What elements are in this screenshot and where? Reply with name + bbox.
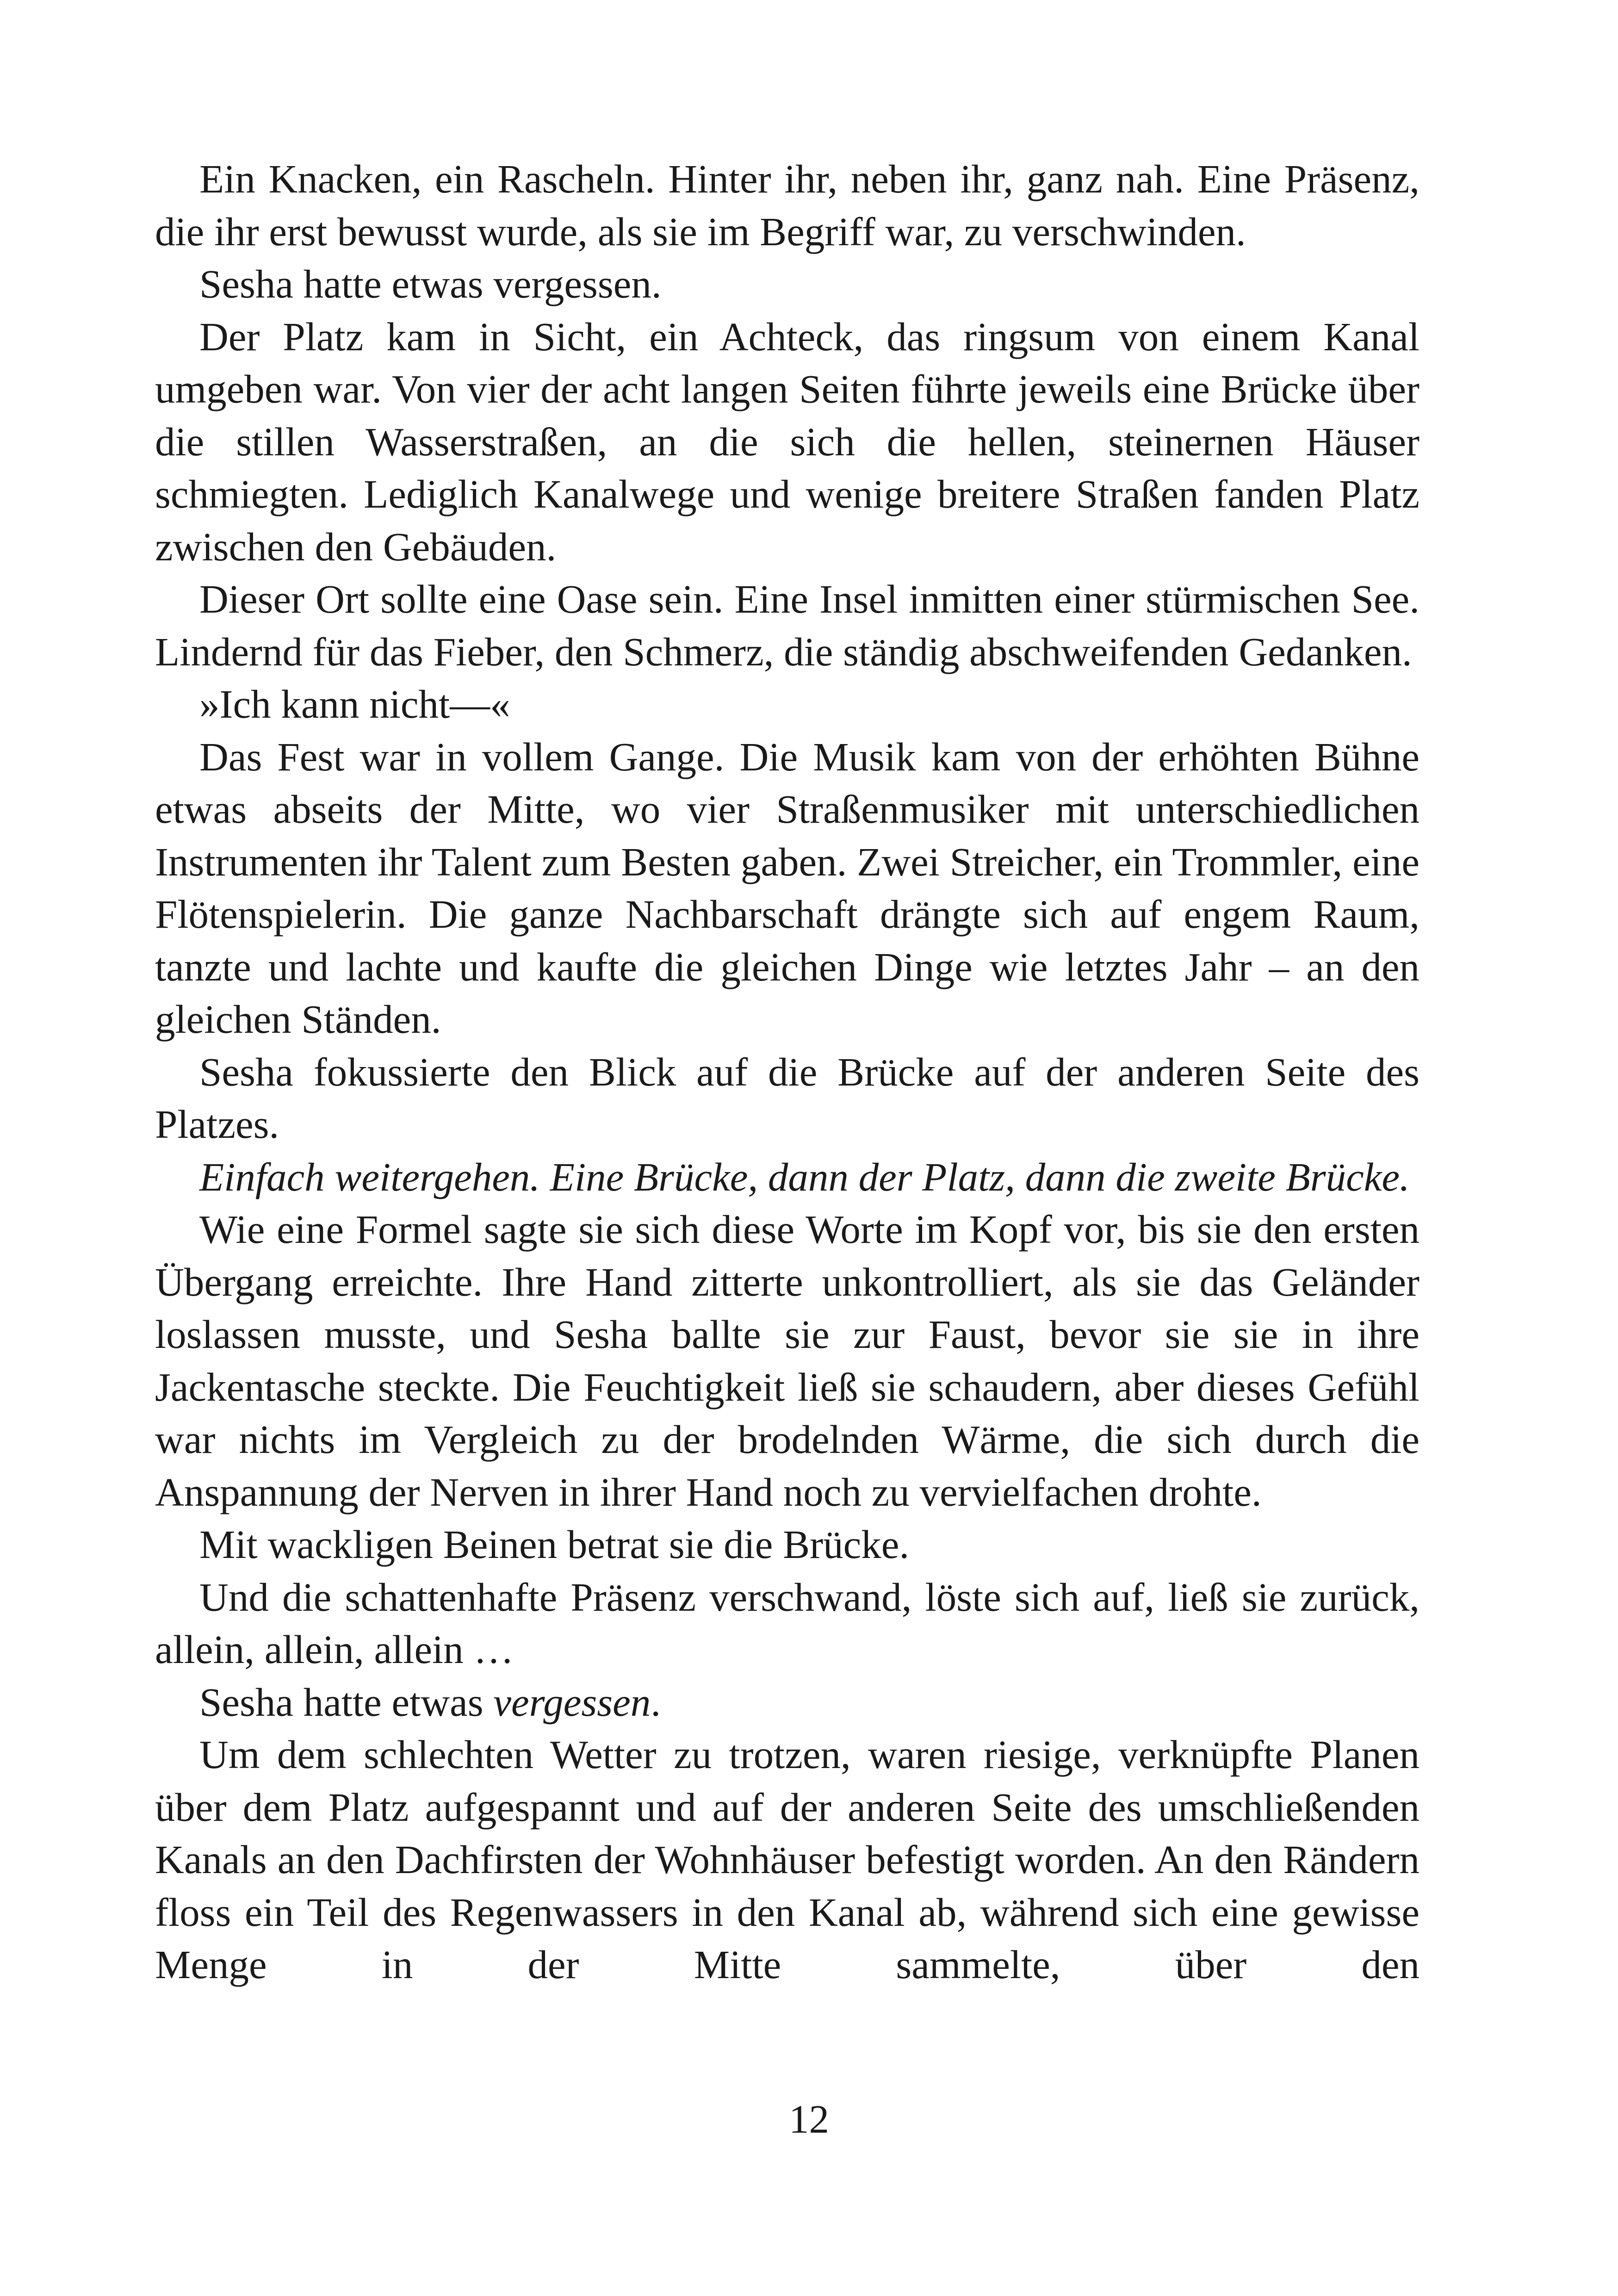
text-run: Ein Knacken, ein Rascheln. Hinter ihr, neben ihr, ganz nah. Eine Präsenz, die ihr erst bewusst wurde, als sie im Begriff war, zu verschwinden. [155,156,1420,254]
paragraph [155,258,1420,310]
text-run: Mit wackligen Beinen betrat sie die Brücke. [199,1522,910,1567]
paragraph [155,1151,1420,1204]
paragraph [155,1203,1420,1518]
paragraph [155,1571,1420,1676]
paragraph [155,731,1420,1046]
text-run: Und die schattenhafte Präsenz verschwand, löste sich auf, ließ sie zurück, allein, allein, allein … [155,1574,1420,1672]
paragraph [155,153,1420,258]
text-run: . [651,1679,661,1725]
paragraph [155,678,1420,731]
body-text [155,153,1420,1991]
paragraph [155,573,1420,678]
text-run: Sesha hatte etwas [199,1679,494,1725]
paragraph [155,1728,1420,1991]
text-run: Dieser Ort sollte eine Oase sein. Eine Insel inmitten einer stürmischen See. Lindernd für das Fieber, den Schmerz, die ständig abschweifenden Gedanken. [155,577,1420,674]
paragraph [155,1046,1420,1151]
italic-text: vergessen [493,1679,651,1725]
page-number: 12 [789,2097,829,2141]
text-run: Wie eine Formel sagte sie sich diese Worte im Kopf vor, bis sie den ersten Übergang erreichte. Ihre Hand zitterte unkontrolliert, als sie das Geländer loslassen musste, und Sesha ballte sie zur Faust, bevor sie sie in ihre Jackentasche steckte. Die Feuchtigkeit ließ sie schaudern, aber dieses Gefühl war nichts im Vergleich zu der brodelnden Wärme, die sich durch die Anspannung der Nerven in ihrer Hand noch zu vervielfachen drohte. [155,1207,1420,1514]
text-run: Sesha hatte etwas vergessen. [199,261,662,306]
text-run: Sesha fokussierte den Blick auf die Brücke auf der anderen Seite des Platzes. [155,1049,1420,1147]
paragraph [155,310,1420,573]
text-run: »Ich kann nicht—« [199,682,510,726]
text-run: Der Platz kam in Sicht, ein Achteck, das ringsum von einem Kanal umgeben war. Von vier der acht langen Seiten führte jeweils eine Brücke über die stillen Wasserstraßen, an die sich die hellen, steinernen Häuser schmiegten. Lediglich Kanalwege und wenige breitere Straßen fanden Platz zwischen den Gebäuden. [155,314,1420,569]
text-run: Um dem schlechten Wetter zu trotzen, waren riesige, verknüpfte Planen über dem Platz aufgespannt und auf der anderen Seite des umschließenden Kanals an den Dachfirsten der Wohnhäuser befestigt worden. An den Rändern floss ein Teil des Regenwassers in den Kanal ab, während sich eine gewisse Menge in der Mitte sammelte, über den [155,1732,1420,1987]
paragraph [155,1676,1420,1729]
paragraph [155,1518,1420,1571]
text-run: Das Fest war in vollem Gange. Die Musik kam von der erhöhten Bühne etwas abseits der Mitte, wo vier Straßenmusiker mit unterschiedlichen Instrumenten ihr Talent zum Besten gaben. Zwei Streicher, ein Trommler, eine Flötenspielerin. Die ganze Nachbarschaft drängte sich auf engem Raum, tanzte und lachte und kaufte die gleichen Dinge wie letztes Jahr – an den gleichen Ständen. [155,734,1420,1042]
italic-text: Einfach weitergehen. Eine Brücke, dann der Platz, dann die zweite Brücke. [199,1154,1410,1199]
